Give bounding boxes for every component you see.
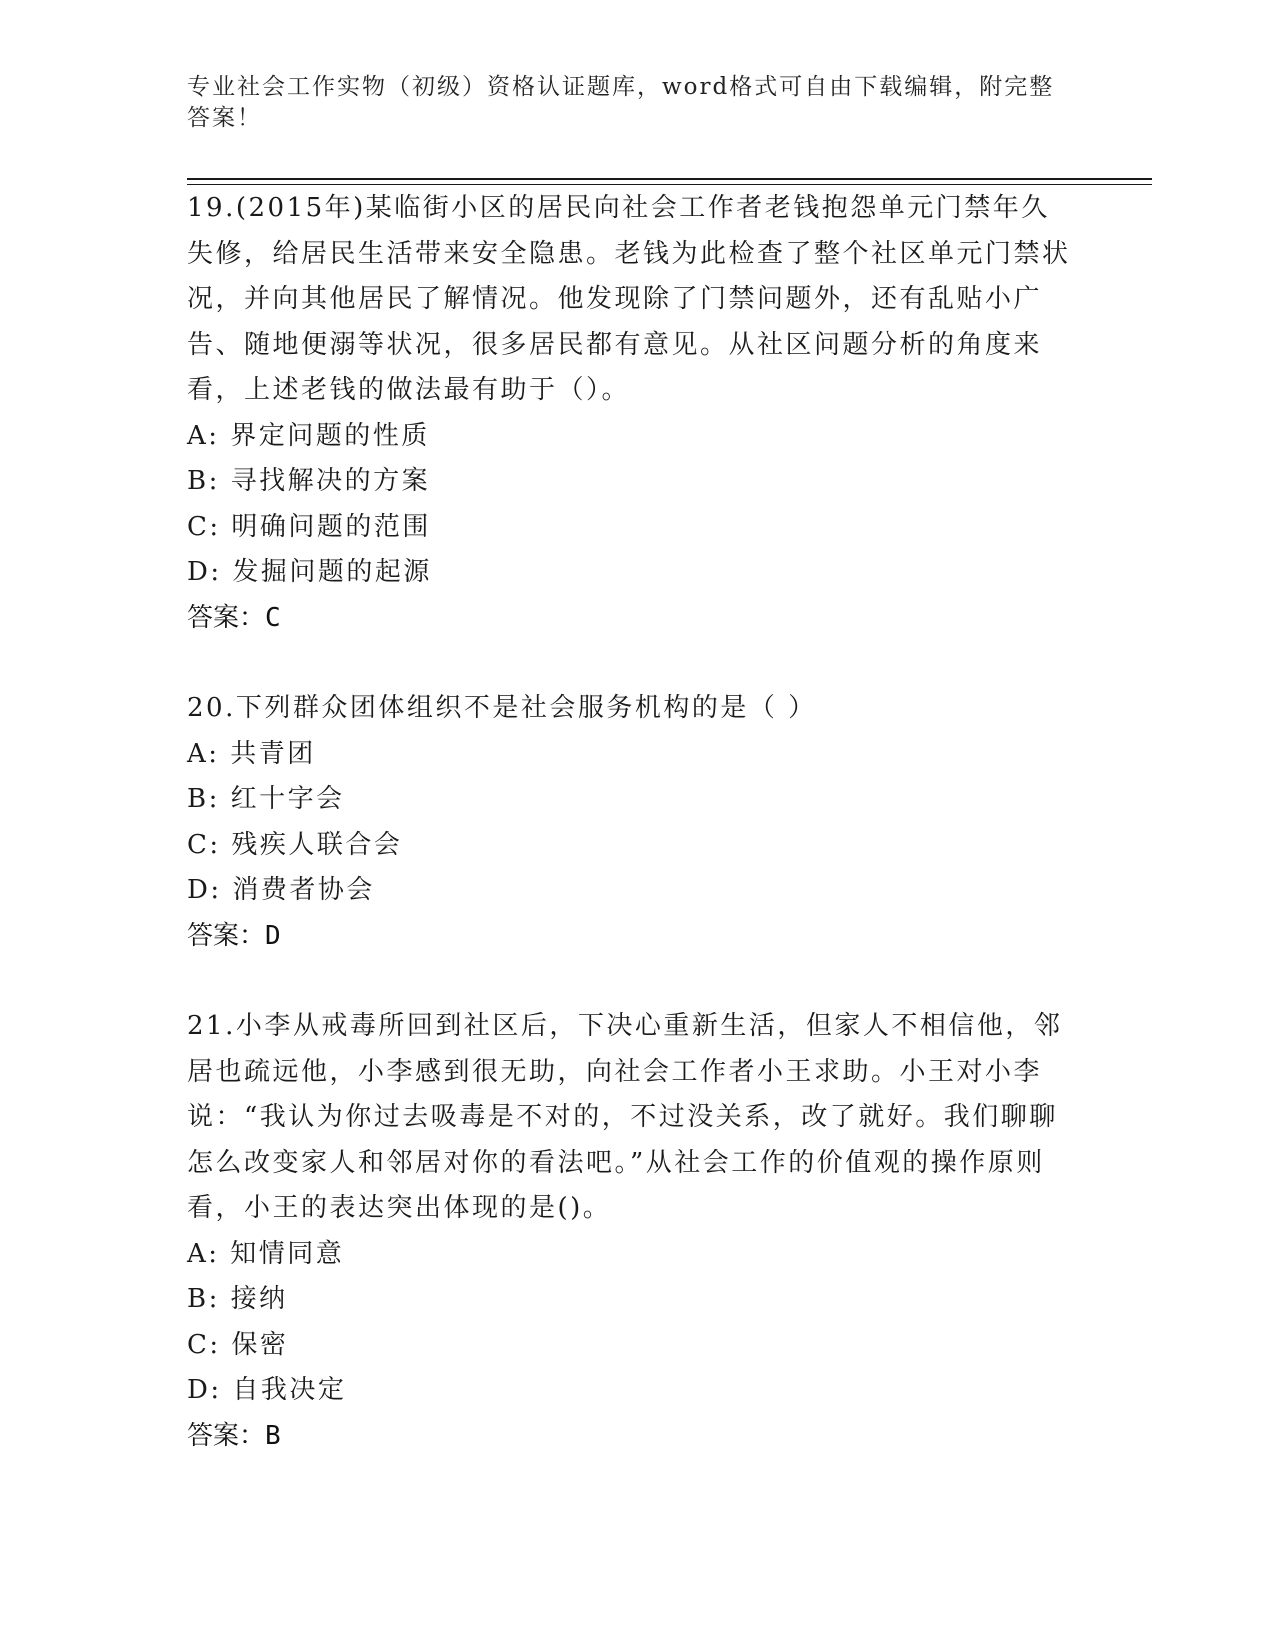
option-d: D: 自我决定	[187, 1375, 347, 1405]
question-stem: 19.(2015年)某临街小区的居民向社会工作者老钱抱怨单元门禁年久失修，给居民生活带来安全隐患。老钱为此检查了整个社区单元门禁状况，并向其他居民了解情况。他发现除了门禁问题外，还有乱贴小广告、随地便溺等状况，很多居民都有意见。从社区问题分析的角度来看，上述老钱的做法最有助于（）。	[187, 193, 1071, 405]
option-c: C: 保密	[187, 1329, 289, 1360]
option-c: C: 明确问题的范围	[187, 511, 431, 542]
option-b: B: 接纳	[187, 1284, 288, 1314]
option-d: D: 发掘问题的起源	[187, 557, 432, 587]
question-stem: 20.下列群众团体组织不是社会服务机构的是（ ）	[187, 693, 817, 723]
answer-text: 答案：D	[187, 920, 281, 951]
header-divider-thick	[187, 178, 1152, 180]
option-c: C: 残疾人联合会	[187, 829, 403, 860]
option-a: A: 知情同意	[187, 1238, 345, 1269]
question-stem: 21.小李从戒毒所回到社区后，下决心重新生活，但家人不相信他，邻居也疏远他，小李感到很无助，向社会工作者小王求助。小王对小李说：“我认为你过去吸毒是不对的，不过没关系，改了就好。我们聊聊怎么改变家人和邻居对你的看法吧。”从社会工作的价值观的操作原则看，小王的表达突出体现的是()。	[187, 1011, 1063, 1223]
question-21	[187, 1004, 1077, 1459]
option-b: B: 红十字会	[187, 784, 345, 814]
answer-text: 答案：C	[187, 602, 281, 633]
question-20	[187, 686, 1077, 959]
option-d: D: 消费者协会	[187, 875, 375, 905]
page-header: 专业社会工作实物（初级）资格认证题库，word格式可自由下载编辑，附完整答案！	[187, 74, 1055, 131]
header-divider-thin	[187, 184, 1152, 185]
option-b: B: 寻找解决的方案	[187, 466, 431, 496]
option-a: A: 共青团	[187, 738, 316, 769]
answer-text: 答案：B	[187, 1420, 281, 1451]
option-a: A: 界定问题的性质	[187, 420, 430, 451]
question-19	[187, 186, 1077, 641]
